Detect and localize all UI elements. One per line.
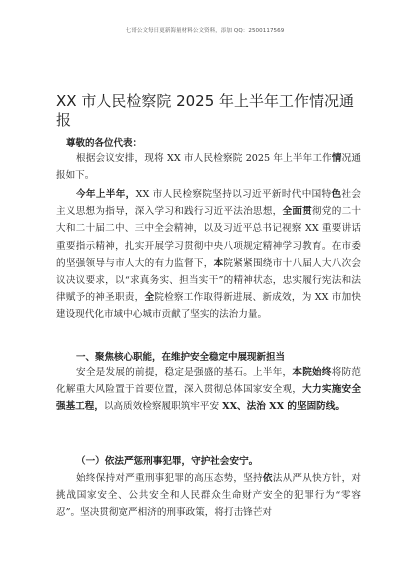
header-note: 七哥公文每日更新海量材料公文资料，添加 QQ：2500117569 <box>125 28 285 34</box>
paragraph-text-bold: 今年上半年， <box>76 189 136 200</box>
paragraph-text: 城市贡献了坚实的法治力量。 <box>142 309 268 321</box>
paragraph-text: 社会主义思想为指导，深入学习和践行习近平法治思想， <box>56 189 361 218</box>
paragraph-text-bold: 情 <box>331 153 342 164</box>
document-title: XX 市人民检察院 2025 年上半年工作情况通报 <box>56 92 355 129</box>
paragraph-text-bold: 本院始终 <box>292 367 332 378</box>
paragraph-text-bold: XX、法治 XX 的坚固防线。 <box>222 401 345 413</box>
paragraph-text-bold: 全面贯 <box>282 206 313 218</box>
paragraph-text: 始终保持对严重刑事犯罪的高压态势，坚持 <box>76 473 263 484</box>
section-heading-1: 一、聚焦核心职能，在维护安全稳定中展现新担当 <box>76 352 286 363</box>
paragraph-crime <box>56 470 361 522</box>
paragraph-safety <box>56 364 361 416</box>
paragraph-text: 法从严从快方针，对挑战国家安全、公共安全和人民群众生命财产安全的犯罪行为“零容忍”。坚决贯彻宽严相济的刑事政策，将打击锋芒对 <box>56 473 362 519</box>
paragraph-text: 彻党的二十大和二十届二中、三中全会精神，以及习近平总书记 <box>56 206 362 235</box>
paragraph-text: XX 市人民检察院坚持以习近平新时代中国特 <box>135 189 332 200</box>
paragraph-text-bold: 大力实施安全强基工程， <box>56 384 362 413</box>
paragraph-text-bold: 色 <box>331 189 342 200</box>
paragraph-text: 院检察工作取得新进展、新成效，为 XX 市加快建设现代化市域中心 <box>56 292 361 321</box>
paragraph-text: 将防范化解重大风险置于首要位置，深入贯彻总体国家安全观， <box>56 367 361 396</box>
paragraph-text: 视察 XX 重要讲话重要指示精神，扎实开展学习贯彻中央八项规定精神学习教育。在市委的坚强领导与市人大的有力监督下， <box>56 223 362 269</box>
salutation: 尊敬的各位代表： <box>66 138 143 149</box>
paragraph-text-bold: 全 <box>144 292 155 304</box>
paragraph-text-bold: 本 <box>213 257 224 269</box>
sub-heading-1: （一）依法严惩刑事犯罪，守护社会安宁。 <box>76 456 259 467</box>
paragraph-intro <box>56 150 361 184</box>
paragraph-text-bold: 依 <box>262 473 273 484</box>
paragraph-text: 以高质效检察履职筑牢平安 <box>103 401 223 413</box>
paragraph-text: 根据会议安排，现将 XX 市人民检察院 2025 年上半年工作 <box>76 153 332 164</box>
paragraph-text: 当实干”的精神状态，忠实履行宪法和法律赋予的神圣职责， <box>56 275 362 304</box>
paragraph-overview <box>56 186 361 324</box>
paragraph-text: 安全是发展的前提，稳定是强盛的基石。上半年， <box>76 367 293 378</box>
paragraph-text: 院紧紧围绕市十八届人大八次会议决议要求，以“求真务实、担 <box>56 257 362 287</box>
paragraph-text: 况通报如下。 <box>56 153 362 182</box>
